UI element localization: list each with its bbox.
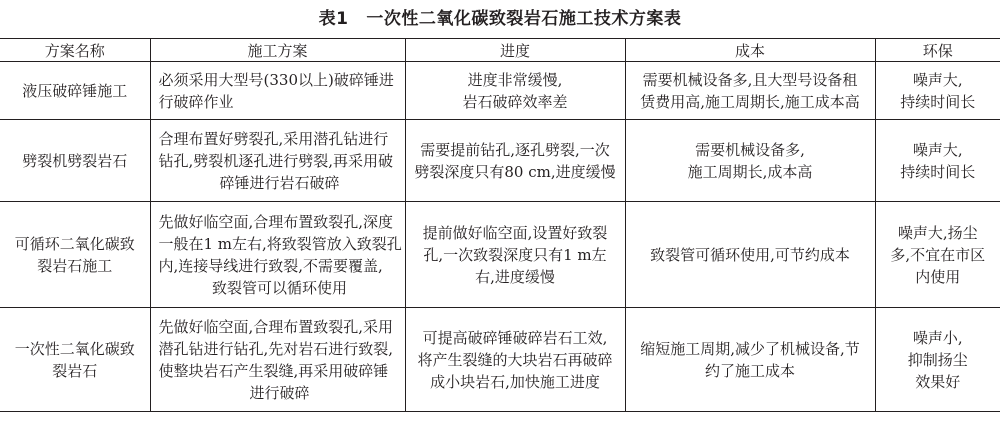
cell-construction-plan <box>150 62 405 120</box>
cell-line: 右,进度缓慢 <box>475 267 555 286</box>
table-row <box>0 62 1000 120</box>
cell-line: 多,不宜在市区 <box>890 245 986 264</box>
cell-line: 使整块岩石产生裂缝,再采用破碎锤 <box>158 361 389 380</box>
cell-line: 先做好临空面,合理布置致裂孔,深度 <box>158 212 394 231</box>
cell-line: 施工周期长,成本高 <box>687 162 813 181</box>
table-number: 表1 <box>318 9 349 29</box>
cell-line: 需要机械设备多,且大型号设备租 <box>642 70 858 89</box>
cell-line: 将产生裂缝的大块岩石再破碎 <box>417 350 613 369</box>
construction-plan-table <box>0 38 1000 412</box>
table-row <box>0 120 1000 202</box>
cell-line: 抑制扬尘 <box>907 350 968 369</box>
cell-line: 孔,一次致裂深度只有1 m左 <box>423 245 607 264</box>
cell-line: 可循环二氧化碳致 <box>14 234 135 253</box>
cell-line: 进度非常缓慢, <box>467 70 563 89</box>
cell-line: 一次性二氧化碳致 <box>14 339 135 358</box>
cell-environment <box>875 308 1000 412</box>
header-progress: 进度 <box>405 39 625 62</box>
header-construction-plan: 施工方案 <box>150 39 405 62</box>
cell-line: 持续时间长 <box>900 92 976 111</box>
cell-line: 液压破碎锤施工 <box>22 81 128 100</box>
cell-construction-plan <box>150 202 405 308</box>
cell-line: 裂岩石施工 <box>37 256 113 275</box>
cell-line: 岩石破碎效率差 <box>462 92 568 111</box>
header-cost: 成本 <box>625 39 875 62</box>
cell-line: 潜孔钻进行钻孔,先对岩石进行致裂, <box>158 339 394 358</box>
cell-line: 先做好临空面,合理布置致裂孔,采用 <box>158 317 394 336</box>
cell-line: 需要提前钻孔,逐孔劈裂,一次 <box>420 140 610 159</box>
cell-line: 可提高破碎锤破碎岩石工效, <box>422 328 608 347</box>
cell-line: 内使用 <box>915 267 961 286</box>
cell-cost <box>625 308 875 412</box>
cell-construction-plan <box>150 308 405 412</box>
cell-line: 噪声大, <box>912 70 963 89</box>
cell-cost <box>625 202 875 308</box>
cell-line: 内,连接导线进行致裂,不需要覆盖, <box>158 256 383 275</box>
cell-plan-name <box>0 120 150 202</box>
cell-plan-name <box>0 202 150 308</box>
table-title: 一次性二氧化碳致裂岩石施工技术方案表 <box>366 9 682 29</box>
cell-plan-name <box>0 62 150 120</box>
cell-progress <box>405 120 625 202</box>
cell-line: 提前做好临空面,设置好致裂 <box>422 223 608 242</box>
cell-line: 必须采用大型号(330以上)破碎锤进 <box>158 70 394 89</box>
cell-line: 噪声小, <box>912 328 963 347</box>
cell-line: 劈裂深度只有80 cm,进度缓慢 <box>414 162 616 181</box>
cell-line: 裂岩石 <box>52 361 98 380</box>
cell-construction-plan <box>150 120 405 202</box>
cell-plan-name <box>0 308 150 412</box>
cell-line: 一般在1 m左右,将致裂管放入致裂孔 <box>158 234 402 253</box>
table-header-row <box>0 39 1000 62</box>
cell-environment <box>875 120 1000 202</box>
header-plan-name: 方案名称 <box>44 41 105 60</box>
cell-environment <box>875 62 1000 120</box>
cell-line: 缩短施工周期,减少了机械设备,节 <box>640 339 860 358</box>
cell-cost <box>625 62 875 120</box>
cell-line: 噪声大, <box>912 140 963 159</box>
cell-line: 合理布置好劈裂孔,采用潜孔钻进行 <box>158 129 389 148</box>
cell-progress <box>405 62 625 120</box>
cell-line: 致裂管可循环使用,可节约成本 <box>650 245 850 264</box>
cell-line: 赁费用高,施工周期长,施工成本高 <box>640 92 860 111</box>
cell-line: 行破碎作业 <box>158 92 234 111</box>
cell-line: 钻孔,劈裂机逐孔进行劈裂,再采用破 <box>158 151 394 170</box>
table-row <box>0 202 1000 308</box>
header-environment: 环保 <box>875 39 1000 62</box>
cell-line: 致裂管可以循环使用 <box>211 278 347 297</box>
cell-environment <box>875 202 1000 308</box>
cell-line: 需要机械设备多, <box>695 140 805 159</box>
cell-line: 劈裂机劈裂岩石 <box>22 151 128 170</box>
cell-line: 碎锤进行岩石破碎 <box>219 173 340 192</box>
cell-line: 噪声大,扬尘 <box>897 223 978 242</box>
table-row <box>0 308 1000 412</box>
cell-line: 成小块岩石,加快施工进度 <box>430 372 600 391</box>
table-caption <box>0 0 1000 30</box>
cell-line: 进行破碎 <box>249 383 310 402</box>
cell-line: 持续时间长 <box>900 162 976 181</box>
cell-cost <box>625 120 875 202</box>
cell-line: 效果好 <box>915 372 961 391</box>
cell-line: 约了施工成本 <box>704 361 795 380</box>
cell-progress <box>405 308 625 412</box>
cell-progress <box>405 202 625 308</box>
